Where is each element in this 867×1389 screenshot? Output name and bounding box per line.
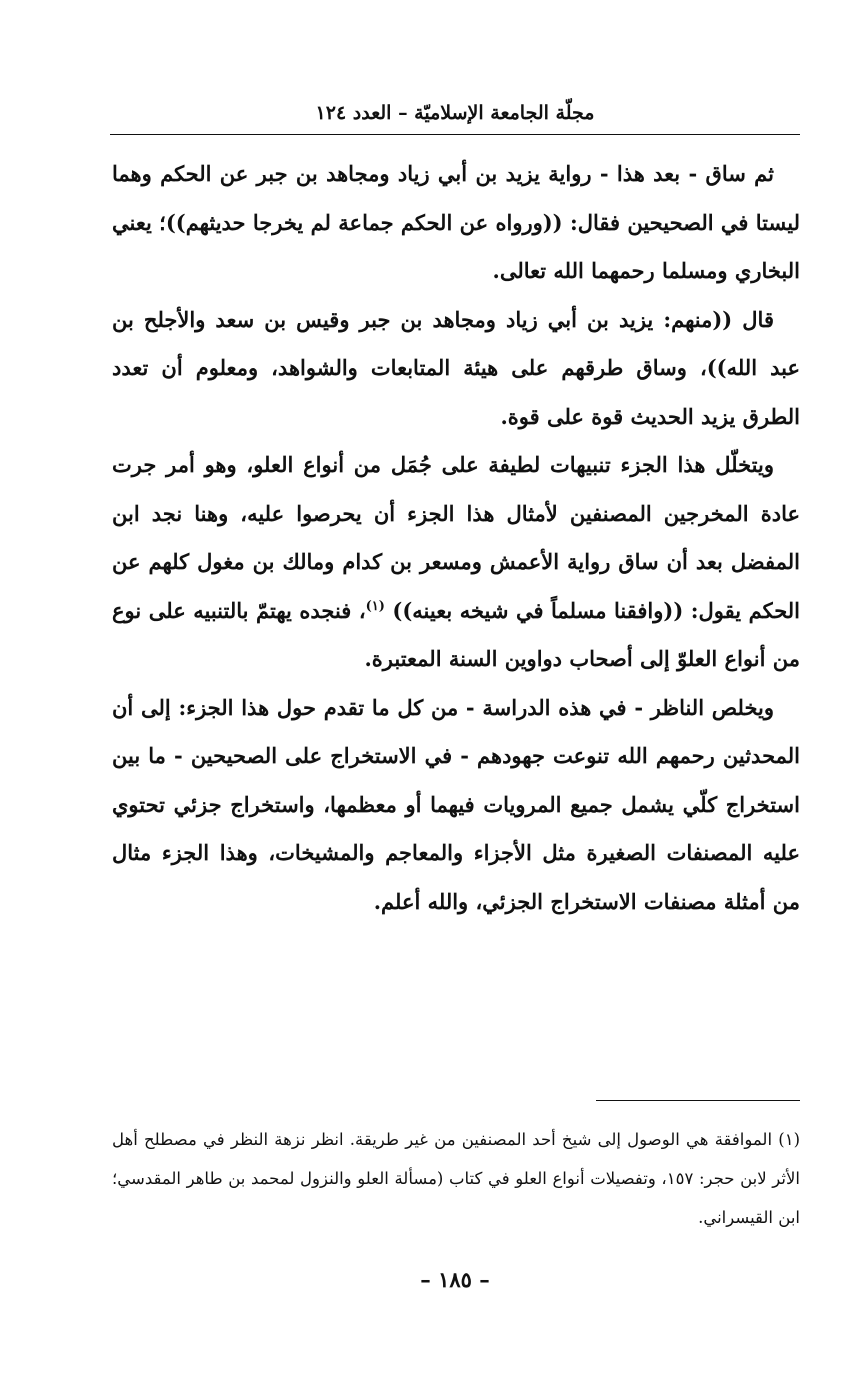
body-paragraph-text: ويتخلّل هذا الجزء تنبيهات لطيفة على جُمَل من أنواع العلو، وهو أمر جرت عادة المخرجين المصنفين لأمثال هذا الجزء أن يحرصوا عليه، وهنا نجد ابن المفضل بعد أن ساق رواية الأعمش ومسعر بن كدام ومالك بن مغول كلهم عن الحكم يقول: ((وافقنا مسلماً في شيخه بعينه)) [112, 452, 800, 623]
footnote-divider [596, 1100, 800, 1101]
journal-header-title: مجلّة الجامعة الإسلاميّة – العدد ١٢٤ [315, 102, 595, 124]
footnote-reference[interactable]: (١) [365, 598, 385, 614]
header-divider [110, 134, 800, 135]
body-paragraph: ثم ساق - بعد هذا - رواية يزيد بن أبي زياد ومجاهد بن جبر عن الحكم وهما ليستا في الصحيحين فقال: ((ورواه عن الحكم جماعة لم يخرجا حديثهم))؛ يعني البخاري ومسلما رحمهما الله تعالى. [112, 161, 800, 283]
body-paragraph: قال ((منهم: يزيد بن أبي زياد ومجاهد بن جبر وقيس بن سعد والأجلح بن عبد الله))، وساق طرقهم على هيئة المتابعات والشواهد، ومعلوم أن تعدد الطرق يزيد الحديث قوة على قوة. [112, 306, 800, 429]
main-body-text [112, 150, 800, 926]
footnote-section [112, 1120, 800, 1237]
body-paragraph: ويخلص الناظر - في هذه الدراسة - من كل ما تقدم حول هذا الجزء: إلى أن المحدثين رحمهم الله تنوعت جهودهم - في الاستخراج على الصحيحين - ما بين استخراج كلّي يشمل جميع المرويات فيهما أو معظمها، واستخراج جزئي تحتوي عليه المصنفات الصغيرة مثل الأجزاء والمعاجم والمشيخات، وهذا الجزء مثال من أمثلة مصنفات الاستخراج الجزئي، والله أعلم. [112, 694, 800, 914]
body-paragraph [112, 441, 800, 684]
page-number: – ١٨٥ – [420, 1267, 490, 1292]
body-paragraph-tail: ، فنجده يهتمّ بالتنبيه على نوع من أنواع العلوّ إلى أصحاب دواوين السنة المعتبرة. [112, 597, 800, 671]
footnote-text: (١) الموافقة هي الوصول إلى شيخ أحد المصنفين من غير طريقة. انظر نزهة النظر في مصطلح أهل الأثر لابن حجر: ١٥٧، وتفصيلات أنواع العلو في كتاب (مسألة العلو والنزول لمحمد بن طاهر المقدسي؛ ابن القيسراني. [112, 1130, 800, 1227]
